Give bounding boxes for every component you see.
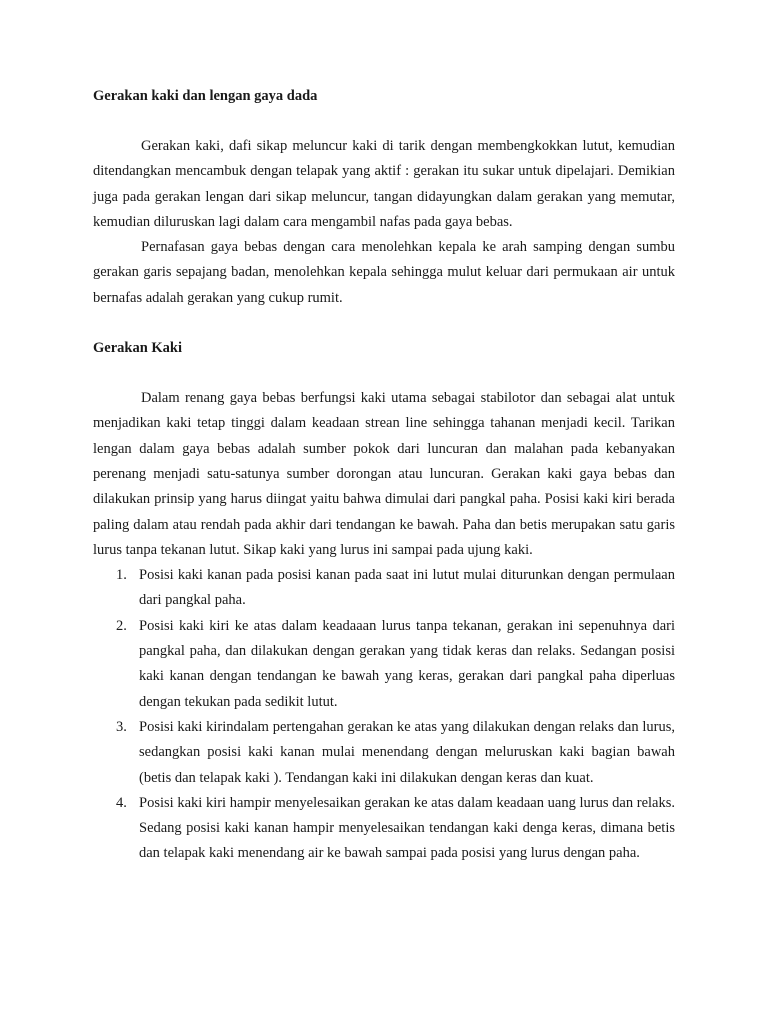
paragraph: Dalam renang gaya bebas berfungsi kaki utama sebagai stabilotor dan sebagai alat untuk menjadikan kaki tetap tinggi dalam keadaan strean line sehingga tahanan menjadi kecil. Tarikan lengan dalam gaya bebas adalah sumber pokok dari luncuran dan malahan pada kebanyakan perenang menjadi satu-satunya sumber dorongan atau luncuran. Gerakan kaki gaya bebas dan dilakukan prinsip yang harus diingat yaitu bahwa dimulai dari pangkal paha. Posisi kaki kiri berada paling dalam atau rendah pada akhir dari tendangan ke bawah. Paha dan betis merupakan satu garis lurus tanpa tekanan lutut. Sikap kaki yang lurus ini sampai pada ujung kaki. bbox=[93, 390, 675, 558]
section-heading-breaststroke: Gerakan kaki dan lengan gaya dada bbox=[93, 88, 318, 104]
list-number: 4. bbox=[116, 794, 127, 811]
numbered-list bbox=[93, 563, 675, 867]
list-item-text: Posisi kaki kirindalam pertengahan gerakan ke atas yang dilakukan dengan relaks dan lurus, sedangkan posisi kaki kanan mulai menendang dengan meluruskan kaki bagian bawah (betis dan telapak kaki ). Tendangan kaki ini dilakukan dengan keras dan kuat. bbox=[139, 718, 675, 786]
list-item bbox=[93, 715, 675, 791]
list-item-text: Posisi kaki kanan pada posisi kanan pada saat ini lutut mulai diturunkan dengan permulaan dari pangkal paha. bbox=[139, 567, 675, 609]
paragraph: Gerakan kaki, dafi sikap meluncur kaki di tarik dengan membengkokkan lutut, kemudian ditendangkan mencambuk dengan telapak yang aktif : gerakan itu sukar untuk dipelajari. Demikian juga pada gerakan lengan dari sikap meluncur, tangan didayungkan dalam gerakan yang memutar, kemudian diluruskan lagi dalam cara mengambil nafas pada gaya bebas. bbox=[93, 138, 675, 230]
list-item bbox=[93, 791, 675, 867]
list-item bbox=[93, 614, 675, 715]
list-item-text: Posisi kaki kiri hampir menyelesaikan gerakan ke atas dalam keadaan uang lurus dan relaks. Sedang posisi kaki kanan hampir menyelesaikan tendangan kaki denga keras, dimana betis dan telapak kaki menendang air ke bawah sampai pada posisi yang lurus dengan paha. bbox=[139, 794, 675, 862]
list-item bbox=[93, 563, 675, 614]
list-number: 2. bbox=[116, 617, 127, 634]
list-number: 1. bbox=[116, 567, 127, 584]
list-item-text: Posisi kaki kiri ke atas dalam keadaaan lurus tanpa tekanan, gerakan ini sepenuhnya dari pangkal paha, dan dilakukan dengan gerakan yang tidak keras dan relaks. Sedangan posisi kaki kanan dengan tendangan ke bawah yang keras, gerakan dari pangkal paha diperluas dengan tekukan pada sedikit lutut. bbox=[139, 617, 675, 710]
paragraph: Pernafasan gaya bebas dengan cara menolehkan kepala ke arah samping dengan sumbu gerakan garis sepajang badan, menolehkan kepala sehingga mulut keluar dari permukaan air untuk bernafas adalah gerakan yang cukup rumit. bbox=[93, 239, 675, 306]
section-heading-leg-movement: Gerakan Kaki bbox=[93, 340, 183, 357]
list-number: 3. bbox=[116, 718, 127, 735]
